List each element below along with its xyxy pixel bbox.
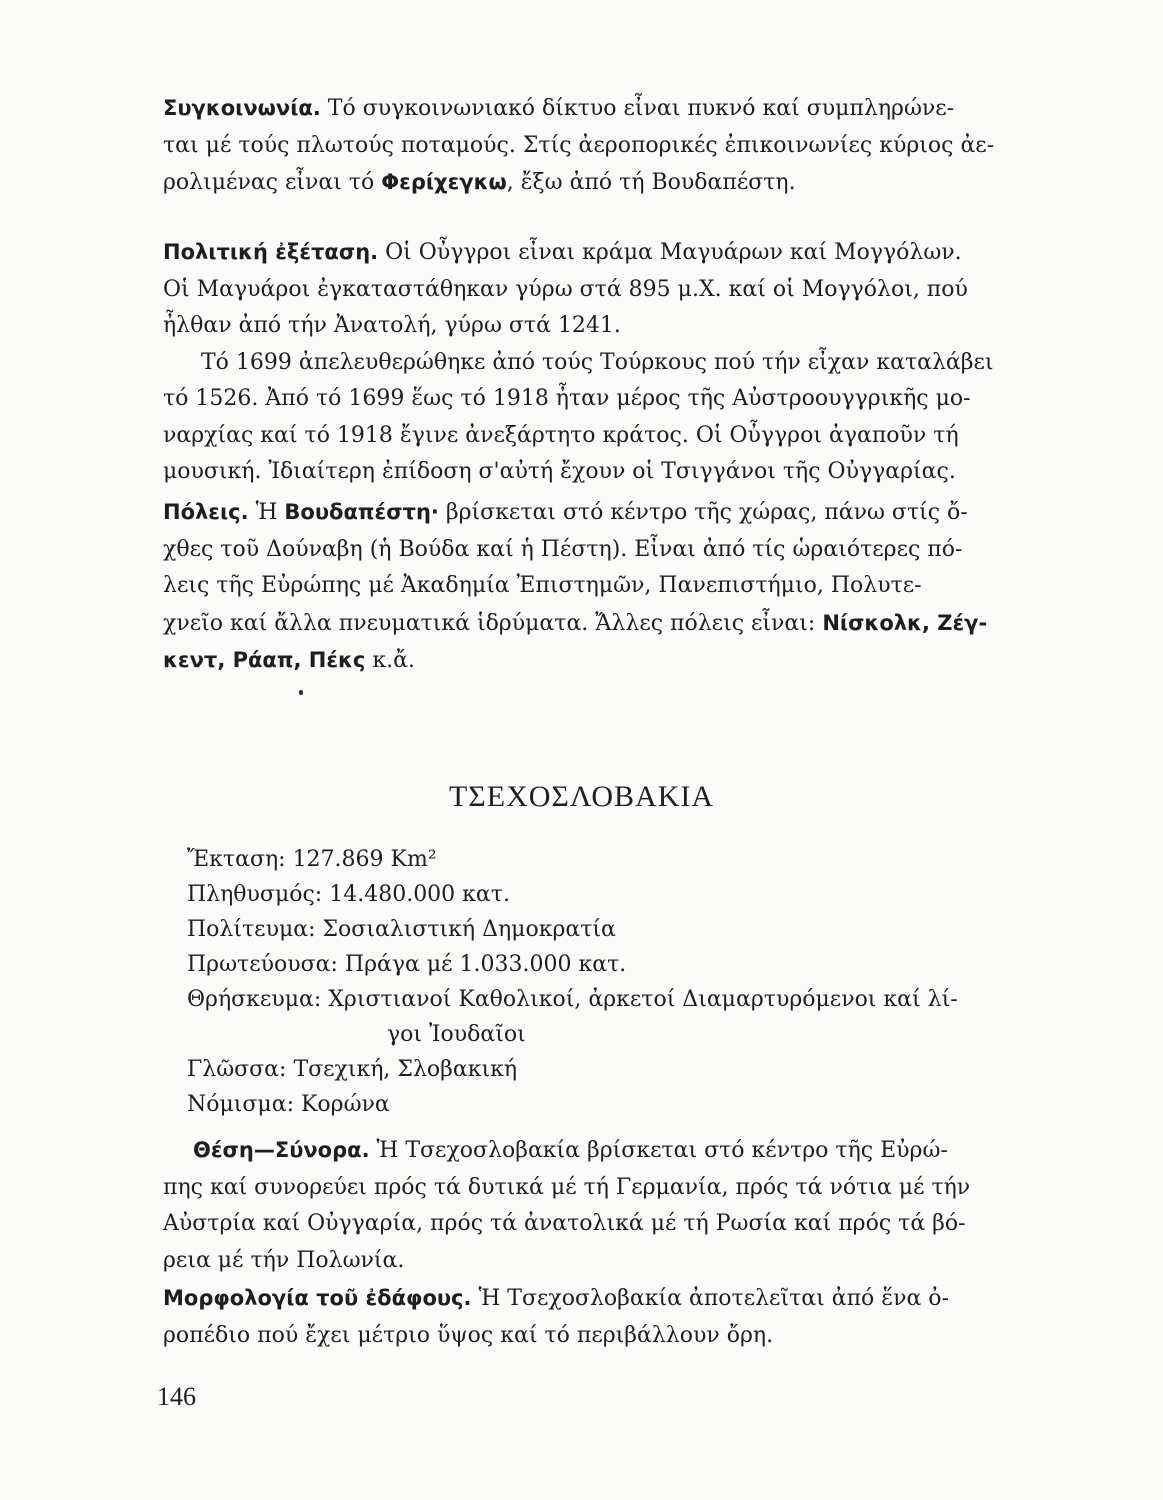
politics-paragraph bbox=[163, 234, 1003, 491]
position-line-2: πης καί συνορεύει πρός τά δυτικά μέ τή Γερμανία, πρός τά νότια μέ τήν bbox=[163, 1174, 971, 1200]
politics-line-2: Οἱ Μαγυάροι ἐγκαταστάθηκαν γύρω στά 895 μ.Χ. καί οἱ Μογγόλοι, πού bbox=[163, 276, 968, 302]
position-heading: Θέση—Σύνορα. bbox=[193, 1138, 370, 1162]
city-names: Νίσκολκ, Ζέγ- bbox=[822, 610, 988, 635]
transport-line-2: ται μέ τούς πλωτούς ποταμούς. Στίς ἀεροπορικές ἐπικοινωνίες κύριος ἀε- bbox=[163, 132, 995, 158]
position-line-3: Αὐστρία καί Οὐγγαρία, πρός τά ἀνατολικά μέ τή Ρωσία καί πρός τά βό- bbox=[163, 1211, 966, 1236]
terrain-paragraph bbox=[163, 1280, 1003, 1354]
fact-area: Ἔκταση: 127.869 Km² bbox=[187, 847, 437, 872]
cities-line-1: Πόλεις. Ἡ Βουδαπέστη· βρίσκεται στό κέντρο τῆς χώρας, πάνω στίς ὄ- bbox=[163, 500, 968, 525]
fact-religion-cont: γοι Ἰουδαῖοι bbox=[387, 1022, 526, 1047]
politics-line-7: μουσική. Ἰδιαίτερη ἐπίδοση σ'αὐτή ἔχουν οἱ Τσιγγάνοι τῆς Οὐγγαρίας. bbox=[163, 459, 956, 484]
airport-name: Φερίχεγκω bbox=[381, 170, 507, 194]
fact-capital: Πρωτεύουσα: Πράγα μέ 1.033.000 κατ. bbox=[187, 952, 627, 977]
terrain-heading: Μορφολογία τοῦ ἐδάφους. bbox=[163, 1286, 472, 1310]
cities-line-2: χθες τοῦ Δούναβη (ἡ Βούδα καί ἡ Πέστη). Εἶναι ἀπό τίς ὡραιότερες πό- bbox=[163, 536, 963, 562]
fact-religion: Θρήσκευμα: Χριστιανοί Καθολικοί, ἀρκετοί Διαμαρτυρόμενοι καί λί- bbox=[187, 987, 958, 1012]
budapest-name: Βουδαπέστη· bbox=[284, 500, 439, 524]
ink-mark bbox=[299, 690, 303, 695]
page-number: 146 bbox=[157, 1382, 196, 1411]
politics-heading: Πολιτική ἐξέταση. bbox=[163, 240, 379, 264]
cities-line-3: λεις τῆς Εὐρώπης μέ Ἀκαδημία Ἐπιστημῶν, Πανεπιστήμιο, Πολυτε- bbox=[163, 573, 922, 598]
position-line-1: Θέση—Σύνορα. Ἡ Τσεχοσλοβακία βρίσκεται στό κέντρο τῆς Εὐρώ- bbox=[163, 1132, 1003, 1170]
country-title: ΤΣΕΧΟΣΛΟΒΑΚΙΑ bbox=[448, 780, 715, 813]
terrain-line-2: ροπέδιο πού ἔχει μέτριο ὕψος καί τό περιβάλλουν ὄρη. bbox=[163, 1322, 774, 1348]
fact-language: Γλῶσσα: Τσεχική, Σλοβακική bbox=[187, 1057, 518, 1082]
terrain-line-1: Μορφολογία τοῦ ἐδάφους. Ἡ Τσεχοσλοβακία ἀποτελεῖται ἀπό ἕνα ὀ- bbox=[163, 1286, 949, 1311]
position-paragraph bbox=[163, 1132, 1003, 1279]
transport-paragraph bbox=[163, 90, 1003, 202]
cities-line-5: κεντ, Ράαπ, Πέκς κ.ἄ. bbox=[163, 648, 415, 673]
politics-line-5: τό 1526. Ἀπό τό 1699 ἕως τό 1918 ἦταν μέρος τῆς Αὐστροουγγρικῆς μο- bbox=[163, 386, 971, 411]
cities-heading: Πόλεις. bbox=[163, 500, 249, 524]
cities-paragraph bbox=[163, 494, 1003, 680]
position-line-4: ρεια μέ τήν Πολωνία. bbox=[163, 1247, 405, 1273]
politics-line-3: ἦλθαν ἀπό τήν Ἀνατολή, γύρω στά 1241. bbox=[163, 313, 621, 338]
city-names-cont: κεντ, Ράαπ, Πέκς bbox=[163, 648, 366, 672]
cities-line-4: χνεῖο καί ἄλλα πνευματικά ἱδρύματα. Ἄλλες πόλεις εἶναι: Νίσκολκ, Ζέγ- bbox=[163, 610, 988, 636]
country-facts bbox=[187, 842, 1007, 1122]
politics-line-4: Τό 1699 ἀπελευθερώθηκε ἀπό τούς Τούρκους πού τήν εἶχαν καταλάβει bbox=[201, 349, 994, 375]
fact-currency: Νόμισμα: Κορώνα bbox=[187, 1092, 390, 1117]
politics-line-1: Πολιτική ἐξέταση. Οἱ Οὖγγροι εἶναι κράμα Μαγυάρων καί Μογγόλων. bbox=[163, 240, 962, 265]
transport-line-1: Συγκοινωνία. Τό συγκοινωνιακό δίκτυο εἶναι πυκνό καί συμπληρώνε- bbox=[163, 96, 955, 121]
fact-government: Πολίτευμα: Σοσιαλιστική Δημοκρατία bbox=[187, 917, 616, 942]
politics-line-6: ναρχίας καί τό 1918 ἔγινε ἀνεξάρτητο κράτος. Οἱ Οὖγγροι ἀγαποῦν τή bbox=[163, 422, 959, 448]
fact-population: Πληθυσμός: 14.480.000 κατ. bbox=[187, 882, 510, 907]
transport-line-3: ρολιμένας εἶναι τό Φερίχεγκω, ἔξω ἀπό τή Βουδαπέστη. bbox=[163, 170, 796, 195]
transport-heading: Συγκοινωνία. bbox=[163, 96, 321, 120]
